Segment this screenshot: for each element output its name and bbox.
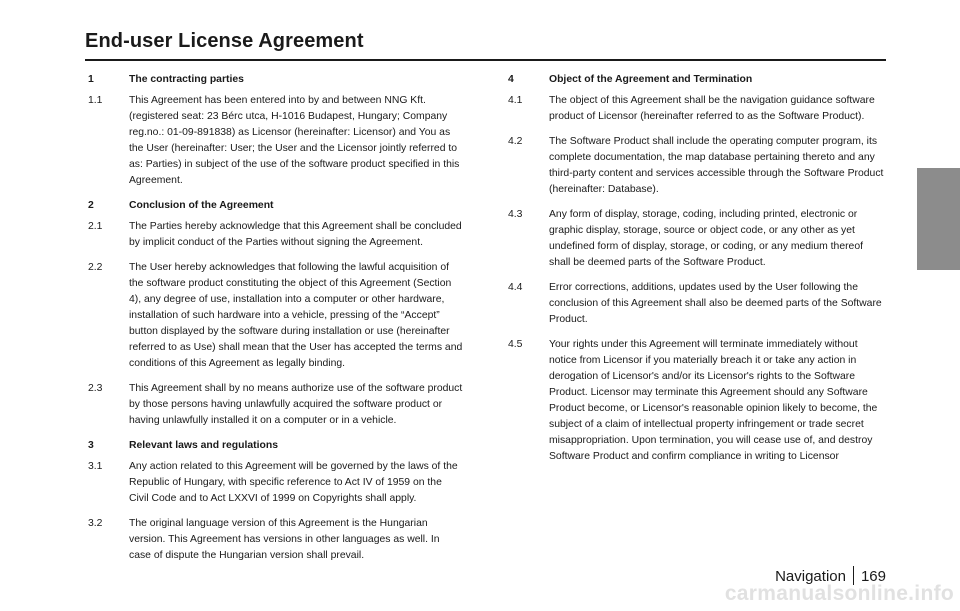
clause — [508, 207, 886, 271]
section-number: 1 — [88, 74, 94, 85]
clause-number: 4.2 — [508, 136, 523, 147]
section-heading — [88, 438, 463, 454]
section-title: Relevant laws and regulations — [129, 440, 278, 451]
clause — [88, 93, 463, 189]
clause — [508, 93, 886, 125]
clause-text: Error corrections, additions, updates used by the User following the conclusion of this Agreement shall also be deemed parts of the Software Product. — [549, 282, 882, 325]
clause-text: The User hereby acknowledges that following the lawful acquisition of the software product constituting the object of this Agreement (Section 4), any degree of use, installation into a computer or other hardware, installation of such hardware into a vehicle, pressing of the “Accept” button displayed by the software during installation or use (hereinafter referred to as Use) shall mean that the User has accepted the terms and conditions of this Agreement as legally binding. — [129, 262, 463, 369]
clause — [88, 219, 463, 251]
clause-text: The Software Product shall include the operating computer program, its complete documentation, the map database pertaining thereto and any third-party content and services accessible through the Software Product (hereinafter: Database). — [549, 136, 884, 195]
footer-section-label: Navigation — [775, 568, 846, 585]
clause-number: 4.1 — [508, 95, 523, 106]
section-title: Object of the Agreement and Termination — [549, 74, 753, 85]
section-number: 4 — [508, 74, 514, 85]
clause-text: Any form of display, storage, coding, including printed, electronic or graphic display, storage, source or object code, or any other as yet undefined form of display, storage, or coding, or any medium thereof shall be deemed parts of the Software Product. — [549, 209, 864, 268]
clause — [88, 459, 463, 507]
clause-number: 3.1 — [88, 461, 103, 472]
clause-text: Your rights under this Agreement will terminate immediately without notice from Licensor if you materially breach it or take any action in derogation of Licensor's and/or its Licensor's rights to the Software Product. Licensor may terminate this Agreement should any Software Product become, or Licensor's reasonable opinion likely to become, the subject of a claim of intellectual property infringement or trade secret misappropriation. Upon termination, you will cease use of, and destroy Software Product and confirm compliance in writing to Licensor — [549, 339, 878, 462]
clause-number: 1.1 — [88, 95, 103, 106]
watermark: carmanualsonline.info — [724, 582, 954, 605]
clause-text: The original language version of this Agreement is the Hungarian version. This Agreement has versions in other languages as well. In case of dispute the Hungarian version shall prevail. — [129, 518, 440, 561]
title-divider — [85, 59, 886, 61]
section-number: 3 — [88, 440, 94, 451]
chapter-tab — [917, 168, 960, 270]
left-column — [88, 72, 463, 573]
section-heading — [88, 198, 463, 214]
page-title: End-user License Agreement — [85, 30, 364, 52]
clause — [508, 280, 886, 328]
clause-number: 4.4 — [508, 282, 523, 293]
section-title: Conclusion of the Agreement — [129, 200, 274, 211]
clause-number: 2.1 — [88, 221, 103, 232]
clause-text: This Agreement shall by no means authorize use of the software product by those persons having unlawfully acquired the software product or having unlawfully installed it on a computer or in a vehicle. — [129, 383, 463, 426]
clause — [88, 260, 463, 372]
section-heading — [508, 72, 886, 88]
clause — [88, 516, 463, 564]
clause-text: Any action related to this Agreement will be governed by the laws of the Republic of Hungary, with specific reference to Act IV of 1959 on the Civil Code and to Act LXXVI of 1999 on Copyrights shall apply. — [129, 461, 458, 504]
clause-number: 2.2 — [88, 262, 103, 273]
clause-text: This Agreement has been entered into by and between NNG Kft. (registered seat: 23 Bérc utca, H-1016 Budapest, Hungary; Company reg.no.: 01-09-891838) as Licensor (hereinafter: Licensor) and You as the User (hereinafter: User; the User and the Licensor jointly referred to as: Parties) in subject of the use of the software product specified in this Agreement. — [129, 95, 460, 186]
clause-text: The object of this Agreement shall be the navigation guidance software product of Licensor (hereinafter referred to as the Software Product). — [549, 95, 875, 122]
clause-number: 3.2 — [88, 518, 103, 529]
page-number: 169 — [860, 568, 886, 585]
section-heading — [88, 72, 463, 88]
clause-number: 4.5 — [508, 339, 523, 350]
clause — [508, 337, 886, 465]
section-number: 2 — [88, 200, 94, 211]
section-title: The contracting parties — [129, 74, 244, 85]
clause — [88, 381, 463, 429]
clause-text: The Parties hereby acknowledge that this Agreement shall be concluded by implicit conduct of the Parties without signing the Agreement. — [129, 221, 462, 248]
clause-number: 4.3 — [508, 209, 523, 220]
right-column — [508, 72, 886, 474]
clause — [508, 134, 886, 198]
clause-number: 2.3 — [88, 383, 103, 394]
